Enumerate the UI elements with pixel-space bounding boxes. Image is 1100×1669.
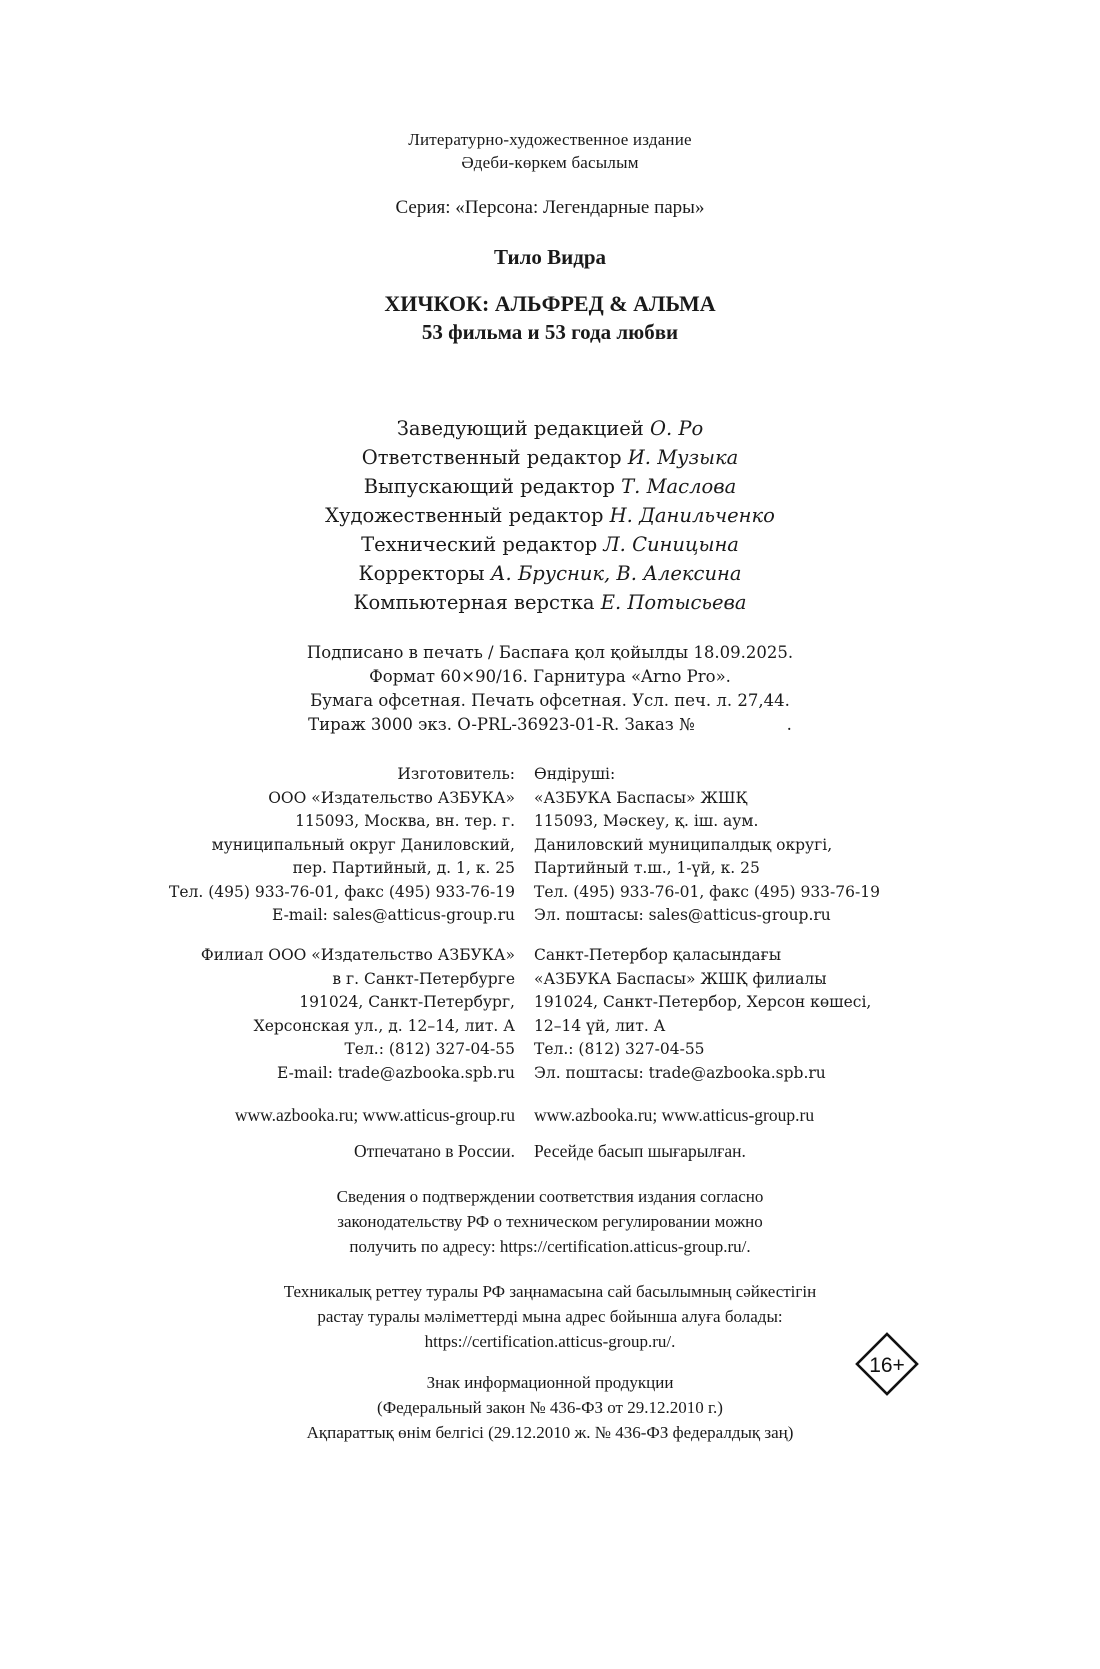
branch-email-ru: E-mail: trade@azbooka.spb.ru <box>277 1063 515 1082</box>
credit-line: Технический редактор Л. Синицына <box>361 533 739 556</box>
series-name: Серия: «Персона: Легендарные пары» <box>395 197 705 218</box>
author-name: Тило Видра <box>493 245 607 269</box>
branch-kz: Санкт-Петербор қаласындағы «АЗБУКА Баспасы» ЖШҚ филиалы 191024, Санкт-Петербор, Херсон көшесі, 12–14 үй, лит. А Тел.: (812) 327-04-55 Эл. поштасы: trade@azbooka.spb.ru <box>534 944 871 1085</box>
credit-line: Заведующий редакцией О. Ро <box>396 417 704 440</box>
credit-line: Художественный редактор Н. Данильченко <box>325 504 775 527</box>
print-run: Тираж 3000 экз. O-PRL-36923-01-R. Заказ № . <box>308 715 792 734</box>
title-subtitle: 53 фильма и 53 года любви <box>421 320 679 344</box>
manufacturer-email-kz: Эл. поштасы: sales@atticus-group.ru <box>534 906 831 924</box>
signed-date: Подписано в печать / Баспаға қол қойылды 18.09.2025. <box>306 643 794 662</box>
certification-note-ru: Сведения о подтверждении соответствия издания согласно законодательству РФ о техническом регулировании можно получить по адресу: https://certification.atticus-group.ru/. <box>336 1187 764 1256</box>
branch-ru: Филиал ООО «Издательство АЗБУКА» в г. Санкт-Петербурге 191024, Санкт-Петербург, Херсонская ул., д. 12–14, лит. А Тел.: (812) 327-04-55 E-mail: trade@azbooka.spb.ru <box>201 944 515 1085</box>
credit-line: Компьютерная верстка Е. Потысьева <box>353 591 747 614</box>
printed-in-kz: Ресейде басып шығарылған. <box>534 1141 746 1161</box>
title-main: ХИЧКОК: АЛЬФРЕД & АЛЬМА <box>384 291 716 316</box>
information-product-mark: Знак информационной продукции (Федеральный закон № 436-ФЗ от 29.12.2010 г.) Ақпараттық өнім белгісі (29.12.2010 ж. № 436-ФЗ федералдық заң) <box>306 1373 794 1442</box>
edition-type-kz: Әдеби-көркем басылым <box>461 153 639 172</box>
format-info: Формат 60×90/16. Гарнитура «Arno Pro». <box>369 667 731 686</box>
manufacturer-kz: Өндіруші: «АЗБУКА Баспасы» ЖШҚ 115093, Мәскеу, қ. іш. аум. Даниловский муниципалдық округі, Партийный т.ш., 1-үй, к. 25 Тел. (495) 933-76-01, факс (495) 933-76-19 Эл. поштасы: sales@atticus-group.ru <box>534 763 880 928</box>
age-rating-label: 16+ <box>869 1354 905 1377</box>
editorial-credits <box>0 414 1100 617</box>
credit-line: Выпускающий редактор Т. Маслова <box>363 475 737 498</box>
credit-line: Ответственный редактор И. Музыка <box>361 446 739 469</box>
manufacturer-ru: Изготовитель: ООО «Издательство АЗБУКА» 115093, Москва, вн. тер. г. муниципальный округ Даниловский, пер. Партийный, д. 1, к. 25 Тел. (495) 933-76-01, факс (495) 933-76-19 E-mail: sales@atticus-group.ru <box>169 763 515 928</box>
paper-info: Бумага офсетная. Печать офсетная. Усл. печ. л. 27,44. <box>310 691 790 710</box>
credit-line: Корректоры А. Брусник, В. Алексина <box>358 562 742 585</box>
printing-info <box>0 641 1100 737</box>
edition-type <box>0 128 1100 174</box>
branch-email-kz: Эл. поштасы: trade@azbooka.spb.ru <box>534 1063 826 1082</box>
websites-kz: www.azbooka.ru; www.atticus-group.ru <box>534 1105 815 1125</box>
edition-type-ru: Литературно-художественное издание <box>408 130 692 149</box>
certification-note-kz: Техникалық реттеу туралы РФ заңнамасына сай басылымның сәйкестігін растау туралы мәліметтерді мына адрес бойынша алуға болады: https://certification.atticus-group.ru/. <box>283 1282 817 1351</box>
printed-in-ru: Отпечатано в России. <box>354 1141 515 1161</box>
book-title <box>0 290 1100 346</box>
age-rating-icon <box>855 1332 919 1396</box>
manufacturer-email-ru: E-mail: sales@atticus-group.ru <box>271 906 515 924</box>
websites-ru: www.azbooka.ru; www.atticus-group.ru <box>234 1105 515 1125</box>
